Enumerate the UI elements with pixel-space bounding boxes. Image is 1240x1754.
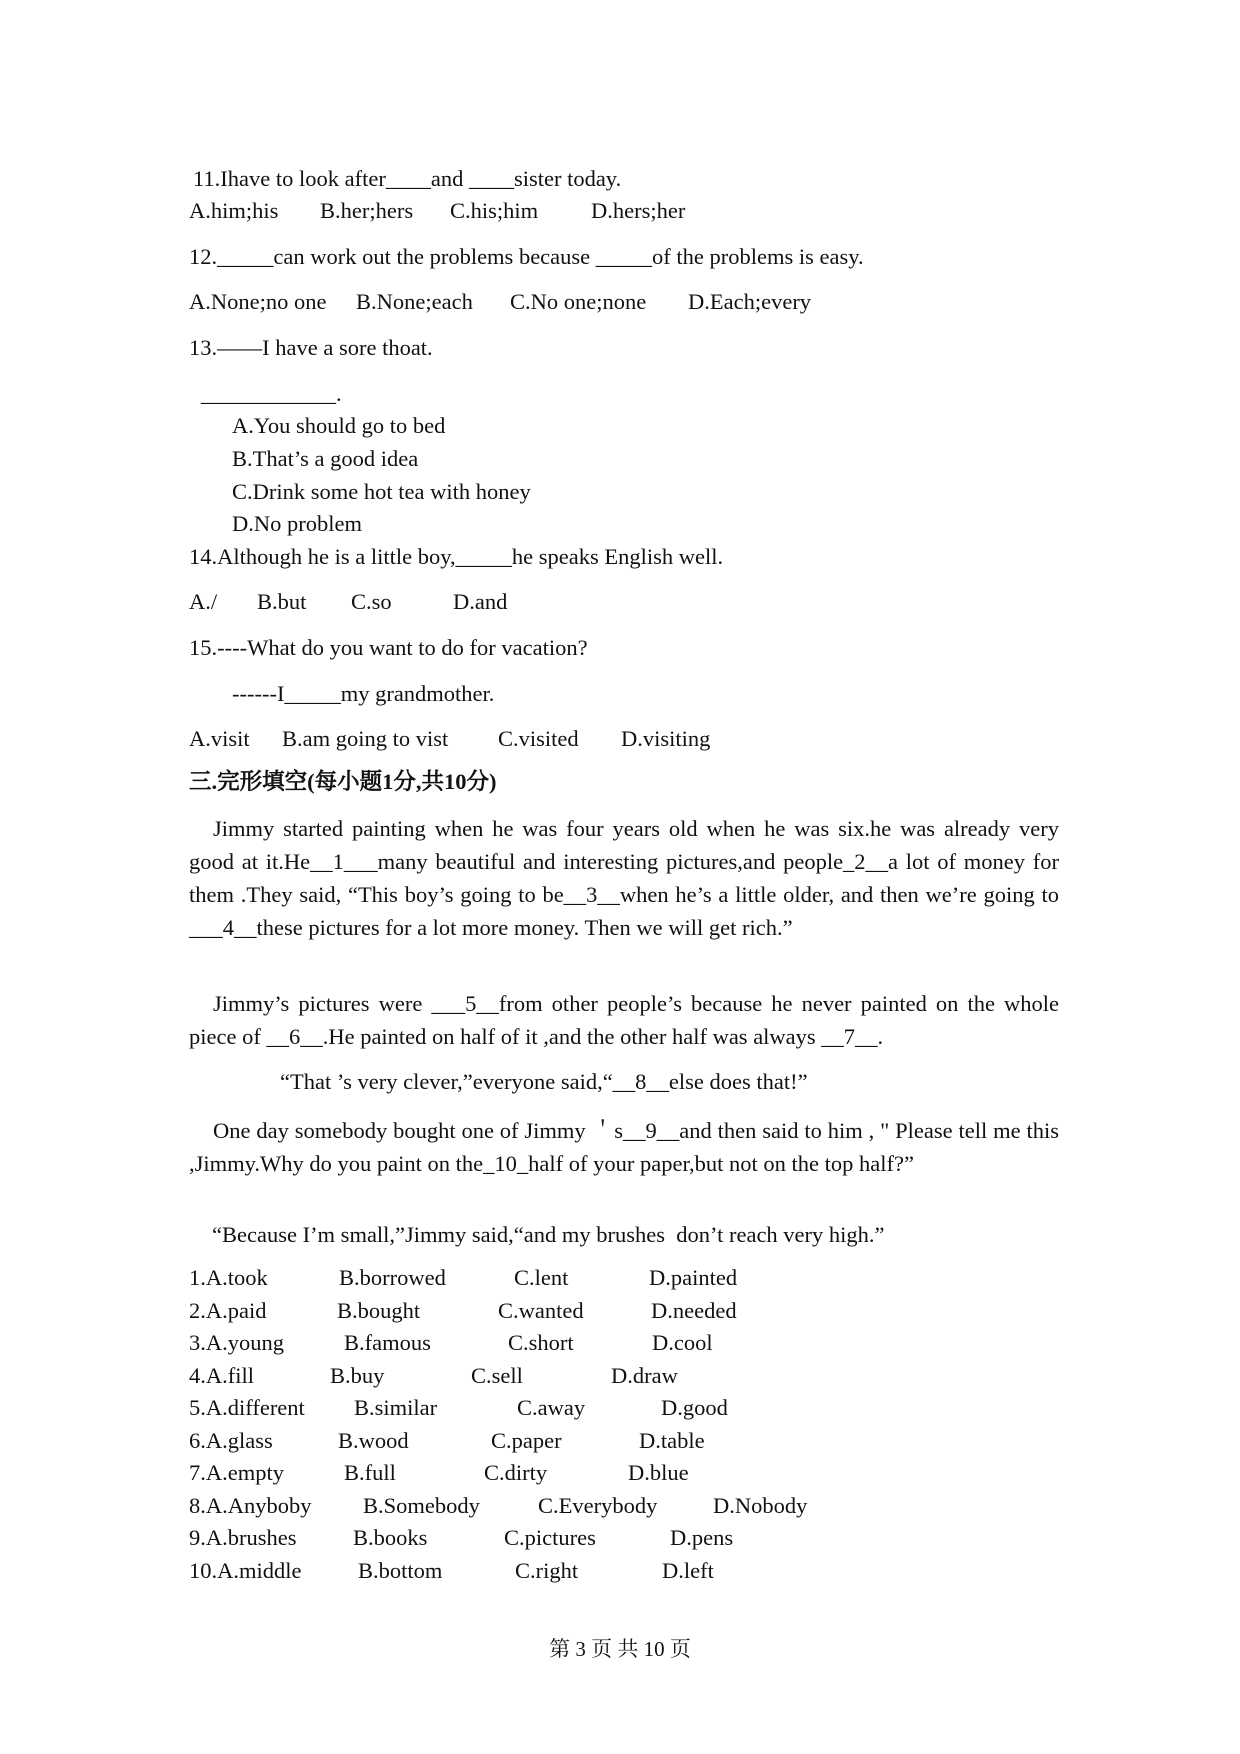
cloze-option-4-a: 4.A.fill: [189, 1363, 254, 1388]
cloze-paragraph-1: Jimmy started painting when he was four years old when he was six.he was already very good at it.He__1___many beautiful and interesting pictures,and people_2__a lot of money for them .They said, “This boy’s going to be__3__when he’s a little older, and then we’re going to ___4__these pictures for a lot more money. Then we will get rich.”: [189, 816, 1059, 940]
cloze-option-9-b: B.books: [353, 1525, 428, 1550]
question-15-stem: 15.----What do you want to do for vacation?: [189, 635, 588, 660]
question-13-option-b: B.That’s a good idea: [232, 446, 419, 471]
cloze-option-4-d: D.draw: [611, 1363, 678, 1388]
question-11-stem: 11.Ihave to look after____and ____sister today.: [193, 166, 622, 191]
cloze-option-5-b: B.similar: [354, 1395, 438, 1420]
cloze-option-7-a: 7.A.empty: [189, 1460, 284, 1485]
question-12-option-b: B.None;each: [356, 289, 473, 314]
cloze-option-1-d: D.painted: [649, 1265, 738, 1290]
question-13-stem: 13.——I have a sore thoat.: [189, 335, 433, 360]
question-14-option-a: A./: [189, 589, 218, 614]
cloze-option-2-d: D.needed: [651, 1298, 737, 1323]
question-13-reply: ____________.: [201, 381, 342, 406]
cloze-paragraph-3: “That ’s very clever,”everyone said,“__8__else does that!”: [280, 1069, 808, 1094]
cloze-option-8-c: C.Everybody: [538, 1493, 658, 1518]
question-12-option-a: A.None;no one: [189, 289, 327, 314]
section-3-heading: 三.完形填空(每小题1分,共10分): [189, 769, 497, 794]
cloze-option-10-a: 10.A.middle: [189, 1558, 302, 1583]
cloze-option-3-b: B.famous: [344, 1330, 431, 1355]
cloze-option-6-d: D.table: [639, 1428, 705, 1453]
cloze-option-6-b: B.wood: [338, 1428, 409, 1453]
cloze-paragraph-4: One day somebody bought one of Jimmy ＇s__9__and then said to him , " Please tell me this ,Jimmy.Why do you paint on the_10_half of your paper,but not on the top half?”: [189, 1118, 1059, 1176]
cloze-option-3-c: C.short: [508, 1330, 574, 1355]
cloze-option-2-c: C.wanted: [498, 1298, 584, 1323]
cloze-option-7-b: B.full: [344, 1460, 396, 1485]
cloze-option-2-a: 2.A.paid: [189, 1298, 267, 1323]
question-11-option-d: D.hers;her: [591, 198, 686, 223]
cloze-option-1-c: C.lent: [514, 1265, 569, 1290]
cloze-option-5-c: C.away: [517, 1395, 586, 1420]
cloze-option-3-d: D.cool: [652, 1330, 713, 1355]
question-13-option-d: D.No problem: [232, 511, 362, 536]
question-14-option-d: D.and: [453, 589, 508, 614]
question-14-option-b: B.but: [257, 589, 307, 614]
cloze-option-10-b: B.bottom: [358, 1558, 443, 1583]
question-14-stem: 14.Although he is a little boy,_____he speaks English well.: [189, 544, 724, 569]
question-13-option-a: A.You should go to bed: [232, 413, 446, 438]
question-11-option-a: A.him;his: [189, 198, 279, 223]
cloze-paragraph-2: Jimmy’s pictures were ___5__from other people’s because he never painted on the whole piece of __6__.He painted on half of it ,and the other half was always __7__.: [189, 991, 1059, 1049]
cloze-option-2-b: B.bought: [337, 1298, 421, 1323]
cloze-option-7-d: D.blue: [628, 1460, 689, 1485]
cloze-option-6-c: C.paper: [491, 1428, 562, 1453]
cloze-option-8-b: B.Somebody: [363, 1493, 480, 1518]
cloze-option-9-a: 9.A.brushes: [189, 1525, 297, 1550]
cloze-paragraph-5: “Because I’m small,”Jimmy said,“and my brushes don’t reach very high.”: [212, 1222, 885, 1247]
question-15-reply: ------I_____my grandmother.: [232, 681, 495, 706]
question-12-stem: 12._____can work out the problems because _____of the problems is easy.: [189, 244, 864, 269]
question-12-option-d: D.Each;every: [688, 289, 812, 314]
cloze-option-10-c: C.right: [515, 1558, 579, 1583]
cloze-option-5-d: D.good: [661, 1395, 728, 1420]
cloze-option-1-a: 1.A.took: [189, 1265, 268, 1290]
cloze-option-5-a: 5.A.different: [189, 1395, 305, 1420]
cloze-option-9-d: D.pens: [670, 1525, 734, 1550]
question-15-option-b: B.am going to vist: [282, 726, 449, 751]
cloze-option-4-c: C.sell: [471, 1363, 523, 1388]
cloze-option-9-c: C.pictures: [504, 1525, 596, 1550]
cloze-option-6-a: 6.A.glass: [189, 1428, 273, 1453]
cloze-option-8-d: D.Nobody: [713, 1493, 808, 1518]
cloze-option-8-a: 8.A.Anyboby: [189, 1493, 312, 1518]
question-15-option-d: D.visiting: [621, 726, 711, 751]
question-13-option-c: C.Drink some hot tea with honey: [232, 479, 531, 504]
cloze-option-3-a: 3.A.young: [189, 1330, 284, 1355]
question-11-option-b: B.her;hers: [320, 198, 414, 223]
cloze-option-10-d: D.left: [662, 1558, 714, 1583]
question-11-option-c: C.his;him: [450, 198, 539, 223]
cloze-option-4-b: B.buy: [330, 1363, 385, 1388]
cloze-option-1-b: B.borrowed: [339, 1265, 446, 1290]
question-12-option-c: C.No one;none: [510, 289, 647, 314]
cloze-option-7-c: C.dirty: [484, 1460, 548, 1485]
question-14-option-c: C.so: [351, 589, 392, 614]
question-15-option-c: C.visited: [498, 726, 579, 751]
question-15-option-a: A.visit: [189, 726, 250, 751]
page-number: 第 3 页 共 10 页: [549, 1637, 691, 1661]
